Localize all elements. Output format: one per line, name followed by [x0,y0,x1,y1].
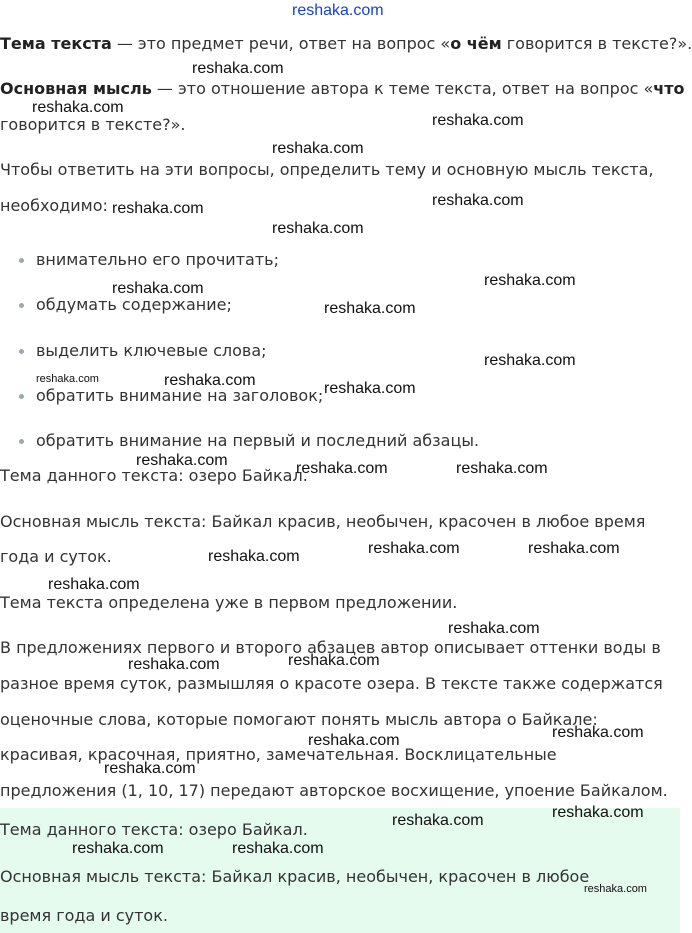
watermark-text: reshaka.com [48,576,140,593]
analysis-paragraph-line4: красивая, красочная, приятно, замечательная. Восклицательные [0,745,557,764]
list-bullet [19,439,24,444]
answer-topic: Тема данного текста: озеро Байкал. [0,820,308,839]
watermark-text: reshaka.com [164,372,256,389]
topic-definition: Тема текста — это предмет речи, ответ на вопрос «о чём говорится в тексте?». [0,34,692,53]
analysis-paragraph-line1: В предложениях первого и второго абзацев автор описывает оттенки воды в [0,638,661,657]
watermark-text: reshaka.com [192,60,284,77]
intro-line2: необходимо: [0,196,108,215]
watermark-text: reshaka.com [112,200,204,217]
answer-idea-line2: время года и суток. [0,906,168,925]
list-item: выделить ключевые слова; [36,341,267,360]
watermark-text: reshaka.com [232,840,324,857]
list-item: внимательно его прочитать; [36,250,279,269]
watermark-text: reshaka.com [32,99,124,116]
analysis-paragraph-line2: разное время суток, размышляя о красоте озера. В тексте также содержатся [0,674,663,693]
list-item: обдумать содержание; [36,295,232,314]
intro-line1: Чтобы ответить на эти вопросы, определить тему и основную мысль текста, [0,160,654,179]
answer-idea-line1: Основная мысль текста: Байкал красив, необычен, красочен в любое [0,867,590,886]
list-bullet [19,349,24,354]
idea-definition-line2: говорится в тексте?». [0,115,186,134]
watermark-text: reshaka.com [392,812,484,829]
idea-definition: Основная мысль — это отношение автора к теме текста, ответ на вопрос «что [0,79,685,98]
watermark-text: reshaka.com [448,620,540,637]
analysis-paragraph-line3: оценочные слова, которые помогают понять мысль автора о Байкале: [0,710,598,729]
topic-term: Тема текста [0,34,112,53]
watermark-text: reshaka.com [484,272,576,289]
watermark-text: reshaka.com [288,652,380,669]
watermark-text: reshaka.com [208,548,300,565]
watermark-text: reshaka.com [324,300,416,317]
watermark-text: reshaka.com [292,2,384,19]
watermark-text: reshaka.com [296,460,388,477]
list-bullet [19,303,24,308]
analysis-idea-line2: года и суток. [0,547,112,566]
watermark-text: reshaka.com [308,732,400,749]
watermark-text: reshaka.com [528,540,620,557]
watermark-text: reshaka.com [272,220,364,237]
watermark-text: reshaka.com [104,760,196,777]
watermark-text: reshaka.com [136,452,228,469]
list-bullet [19,258,24,263]
analysis-topic: Тема данного текста: озеро Байкал. [0,466,308,485]
list-item: обратить внимание на заголовок; [36,386,324,405]
watermark-text: reshaka.com [368,540,460,557]
analysis-note: Тема текста определена уже в первом предложении. [0,593,458,612]
watermark-text: reshaka.com [72,840,164,857]
watermark-text: reshaka.com [324,380,416,397]
idea-term: Основная мысль [0,79,152,98]
watermark-text: reshaka.com [552,804,644,821]
watermark-text: reshaka.com [36,373,99,385]
list-bullet [19,394,24,399]
watermark-text: reshaka.com [272,140,364,157]
watermark-text: reshaka.com [584,883,647,895]
watermark-text: reshaka.com [112,280,204,297]
analysis-idea-line1: Основная мысль текста: Байкал красив, необычен, красочен в любое время [0,512,646,531]
watermark-text: reshaka.com [432,112,524,129]
watermark-text: reshaka.com [456,460,548,477]
watermark-text: reshaka.com [432,192,524,209]
watermark-text: reshaka.com [128,656,220,673]
list-item: обратить внимание на первый и последний абзацы. [36,431,480,450]
watermark-text: reshaka.com [552,724,644,741]
watermark-text: reshaka.com [484,352,576,369]
analysis-paragraph-line5: предложения (1, 10, 17) передают авторское восхищение, упоение Байкалом. [0,781,668,800]
